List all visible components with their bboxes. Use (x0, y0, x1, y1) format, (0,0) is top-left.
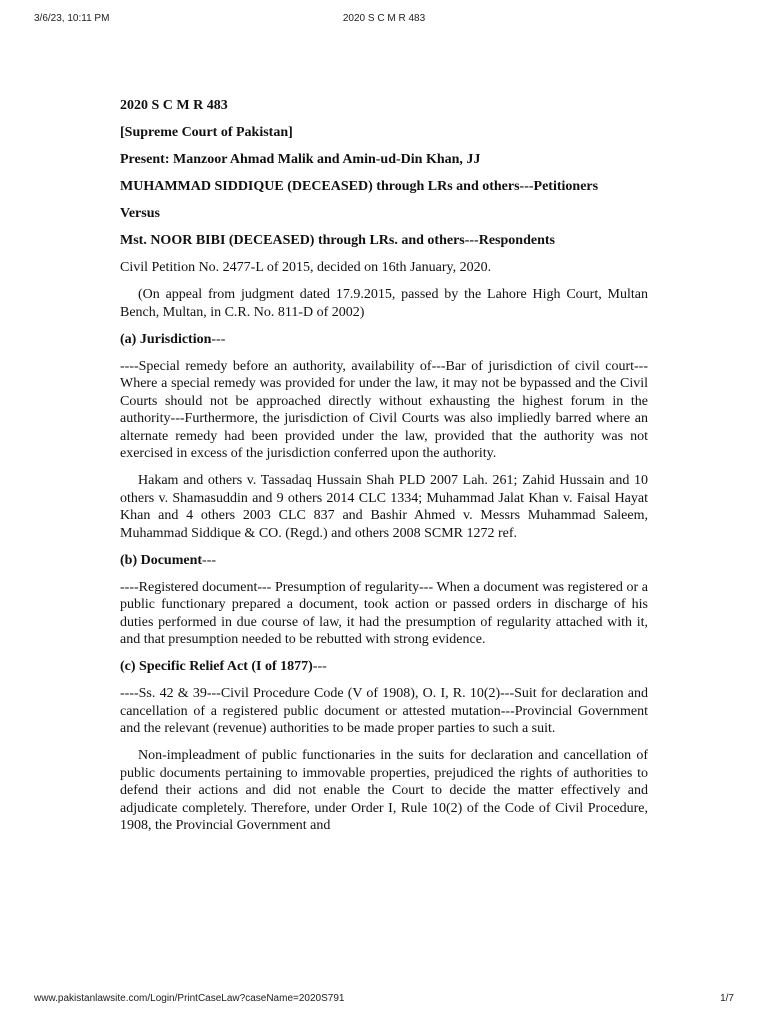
appeal-info: (On appeal from judgment dated 17.9.2015, passed by the Lahore High Court, Multan Bench, Multan, in C.R. No. 811-D of 2002) (120, 287, 648, 320)
print-datetime: 3/6/23, 10:11 PM (34, 13, 110, 24)
section-b-dashes: --- (202, 552, 217, 568)
citation: 2020 S C M R 483 (120, 98, 228, 113)
print-footer (0, 993, 768, 1007)
section-b-body: ----Registered document--- Presumption of regularity--- When a document was registered or a public functionary prepared a document, took action or passed orders in discharge of his duties performed in due course of law, it had the presumption of regularity attached with it, and that presumption needed to be rebutted with strong evidence. (120, 579, 648, 647)
print-header (0, 13, 768, 27)
section-a-references: Hakam and others v. Tassadaq Hussain Shah PLD 2007 Lah. 261; Zahid Hussain and 10 others v. Shamasuddin and 9 others 2014 CLC 1334; Muhammad Jalat Khan v. Faisal Hayat Khan and 4 others 2003 CLC 837 and Bashir Ahmed v. Messrs Muhammad Saleem, Muhammad Siddique & CO. (Regd.) and others 2008 SCMR 1272 ref. (120, 473, 648, 541)
section-c-title: (c) Specific Relief Act (I of 1877) (120, 659, 313, 674)
section-b-title: (b) Document (120, 552, 203, 568)
versus: Versus (120, 206, 160, 221)
section-a-title: (a) Jurisdiction (120, 331, 212, 347)
section-a-dashes: --- (211, 331, 226, 347)
document-body (120, 97, 648, 844)
court-name: [Supreme Court of Pakistan] (120, 125, 293, 140)
section-c-body: ----Ss. 42 & 39---Civil Procedure Code (V of 1908), O. I, R. 10(2)---Suit for declaration and cancellation of a registered public document or attested mutation---Provincial Government and the relevant (revenue) authorities to be made proper parties to such a suit. (120, 686, 648, 736)
section-a-body: ----Special remedy before an authority, availability of---Bar of jurisdiction of civil court---Where a special remedy was provided for under the law, it may not be bypassed and the Civil Courts should not be approached directly without exhausting the highest forum in the authority---Furthermore, the jurisdiction of Civil Courts was also impliedly barred where an alternate remedy had been provided under the law, provided that the authority was not exercised in excess of the jurisdiction conferred upon the authority. (120, 358, 648, 461)
section-b-heading (120, 552, 648, 570)
print-url: www.pakistanlawsite.com/Login/PrintCaseLaw?caseName=2020S791 (34, 993, 345, 1004)
page-number: 1/7 (720, 993, 734, 1004)
section-c-paragraph-2: Non-impleadment of public functionaries in the suits for declaration and cancellation of public documents pertaining to immovable properties, prejudiced the rights of authorities to defend their actions and did not enable the Court to decide the matter effectively and adjudicate completely. Therefore, under Order I, Rule 10(2) of the Code of Civil Procedure, 1908, the Provincial Government and (120, 748, 648, 833)
print-title: 2020 S C M R 483 (342, 13, 426, 24)
section-c-dashes: --- (312, 659, 327, 674)
respondents: Mst. NOOR BIBI (DECEASED) through LRs. and others---Respondents (120, 233, 555, 248)
petitioners: MUHAMMAD SIDDIQUE (DECEASED) through LRs and others---Petitioners (120, 179, 599, 194)
bench-present: Present: Manzoor Ahmad Malik and Amin-ud-Din Khan, JJ (120, 152, 481, 167)
section-a-heading (120, 331, 648, 349)
section-c-heading (120, 658, 648, 676)
case-info: Civil Petition No. 2477-L of 2015, decided on 16th January, 2020. (120, 260, 492, 275)
